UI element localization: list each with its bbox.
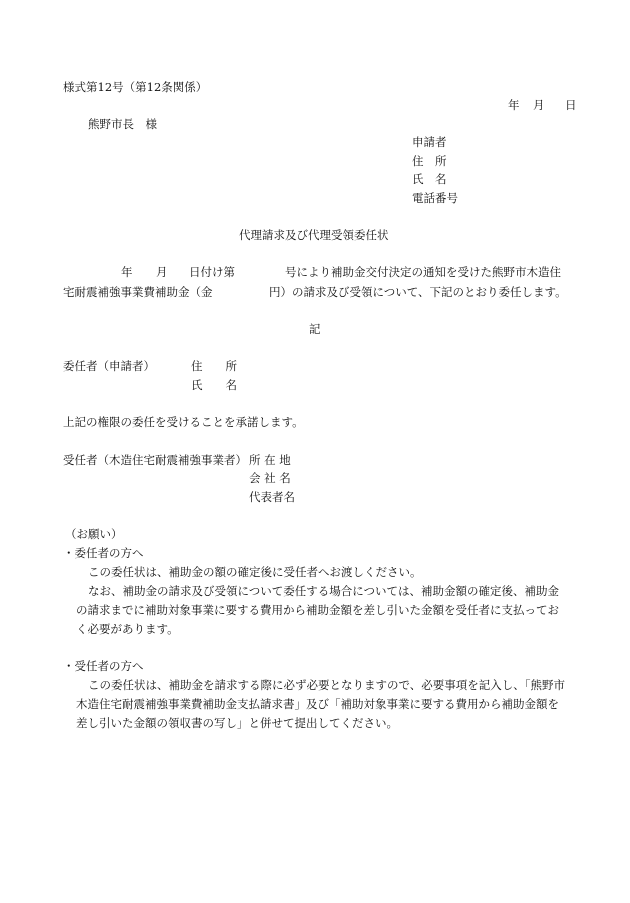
delegatee-address-label: 所 在 地	[249, 453, 291, 467]
body-date-ref: 日付け第	[189, 265, 235, 279]
notes-heading: （お願い）	[65, 527, 123, 541]
notes-delegatee-heading: ・受任者の方へ	[63, 659, 144, 673]
document-title: 代理請求及び代理受領委任状	[239, 228, 389, 242]
form-number: 様式第12号（第12条関係）	[63, 80, 208, 94]
notes-delegatee-p1-line1: この委任状は、補助金を請求する際に必ず必要となりますので、必要事項を記入し、「熊野市	[88, 678, 566, 692]
applicant-name-label: 氏 名	[412, 172, 447, 186]
notes-delegator-p2-line3: く必要があります。	[76, 622, 179, 636]
date-day: 日	[565, 98, 577, 112]
delegator-address-label: 住 所	[191, 359, 237, 373]
applicant-phone-label: 電話番号	[412, 191, 458, 205]
body-line2-rest: 円）の請求及び受領について、下記のとおり委任します。	[269, 285, 567, 299]
delegatee-rep-label: 代表者名	[249, 490, 295, 504]
notes-delegator-p2-line1: なお、補助金の請求及び受領について委任する場合については、補助金額の確定後、補助金	[88, 584, 560, 598]
body-line2-start: 宅耐震補強事業費補助金（金	[63, 285, 213, 299]
notes-delegator-p2-line2: の請求までに補助対象事業に要する費用から補助金額を差し引いた金額を受任者に支払ってお	[76, 603, 559, 617]
applicant-heading: 申請者	[412, 135, 447, 149]
applicant-address-label: 住 所	[412, 154, 447, 168]
body-month: 月	[156, 265, 168, 279]
delegator-label: 委任者（申請者）	[63, 359, 155, 373]
date-year: 年	[508, 98, 520, 112]
notes-delegatee-p1-line3: 差し引いた金額の領収書の写し」と併せて提出してください。	[76, 716, 398, 730]
delegatee-label: 受任者（木造住宅耐震補強事業者）	[63, 453, 247, 467]
notes-delegatee-p1-line2: 木造住宅耐震補強事業費補助金支払請求書」及び「補助対象事業に要する費用から補助金額を	[76, 697, 559, 711]
body-line1-rest: 号により補助金交付決定の通知を受けた熊野市木造住	[285, 265, 561, 279]
ki-heading: 記	[309, 322, 321, 336]
notes-delegator-p1: この委任状は、補助金の額の確定後に受任者へお渡しください。	[88, 565, 422, 579]
date-month: 月	[533, 98, 545, 112]
notes-delegator-heading: ・委任者の方へ	[63, 546, 144, 560]
addressee: 熊野市長 様	[88, 117, 157, 131]
delegatee-company-label: 会 社 名	[249, 471, 291, 485]
acceptance-statement: 上記の権限の委任を受けることを承諾します。	[63, 415, 304, 429]
delegator-name-label: 氏 名	[191, 378, 237, 392]
body-year: 年	[121, 265, 133, 279]
